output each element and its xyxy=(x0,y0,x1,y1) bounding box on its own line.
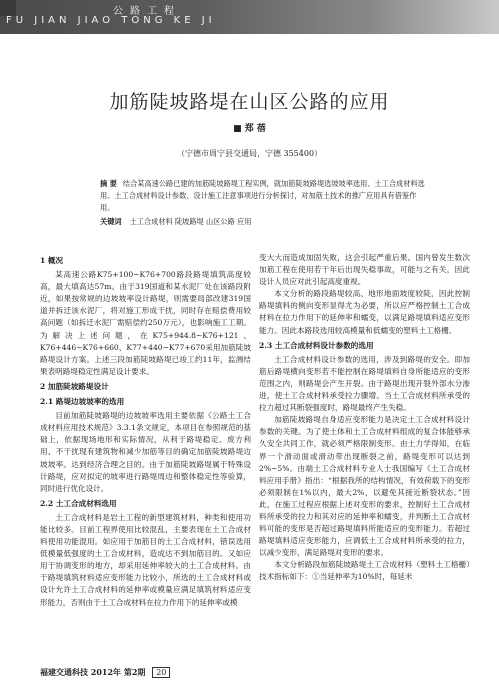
journal-name-en: FU JIAN JIAO TONG KE JI xyxy=(6,15,216,26)
page-number: 20 xyxy=(152,667,170,678)
section-heading-2: 2 加筋陡坡路堤设计 xyxy=(40,381,109,391)
abstract-text: 结合某高速公路已建的加筋陡坡路堤工程实例，就加筋陡坡路堤选坡坡率选用、土工合成材料选用、土工合成材料设计参数、设计施工注意事项进行分析探讨，对加筋土技术的推广应用具有借鉴作用。 xyxy=(100,179,425,212)
paragraph: 本文分析的路段路堤较高、地形地面坡度较陡，因此控制路堤填料的侧向变形显得尤为必要，所以应严格控制土工合成材料在拉力作用下的延伸率和蠕变，以满足路堤填料适应变形能力。因此本路段选用较高模量和低蠕变的塑料土工格栅。 xyxy=(259,289,470,335)
abstract-label: 摘 要 xyxy=(100,179,117,188)
subsection-heading-2-2: 2.2 土工合成材料选用 xyxy=(40,498,117,508)
paragraph: 某高速公路K75+100~K76+700路段路堤填筑高度较高，最大填高达57m。由于319国道和某水泥厂处在该路段附近，如果按常规的边坡坡率设计路堤，则需要局部改建319国道并拆迁该水泥厂，将对施工形成干扰，同时存在赔偿费用较高问题（如拆迁水泥厂需赔偿约250万元），也影响施工工期。为解决上述问题，在K75+944.8~K76+121、K76+446~K76+660、K77+440~K77+670采用加筋陡坡路堤设计方案。上述三段加筋陡坡路堤已竣工约11年，监测结果表明路堤稳定性满足设计要求。 xyxy=(40,270,251,376)
paragraph: 目前加筋陡坡路堤的边坡坡率选用主要依据《公路土工合成材料应用技术规范》3.3.1条文规定，本项目在参照规范的基础上，依据现场地形和实际情况，从利于路堤稳定、废方利用、不干扰现有建筑物和减少加筋等目的确定加筋陡坡路堤边坡坡率。达到经济合理之目的。由于加筋陡坡路堤属于特殊设计路堤，应对拟定的坡率进行路堤周边和整体稳定性等验算，同时进行优化设计。 xyxy=(40,411,251,493)
journal-header-banner xyxy=(0,0,499,34)
right-column xyxy=(259,252,470,584)
article-author: ■ 郑 蓓 xyxy=(233,124,266,134)
subsection-heading-2-3: 2.3 土工合成材料设计参数的选用 xyxy=(259,340,374,350)
article-affiliation: （宁德市周宁县交通局，宁德 355400） xyxy=(176,149,323,158)
left-column xyxy=(40,252,251,609)
section-heading-1: 1 概况 xyxy=(40,256,64,265)
footer-journal: 福建交通科技 2012年 第2期 xyxy=(40,667,146,677)
page-footer xyxy=(40,667,170,678)
header-decoration xyxy=(0,0,16,16)
article-title: 加筋陡坡路堤在山区公路的应用 xyxy=(109,91,390,113)
abstract-block xyxy=(100,178,428,214)
keywords-text: 土工合成材料 陡坡路堤 山区公路 应用 xyxy=(129,217,252,226)
paragraph: 土工合成材料设计参数的选用，涉及到路堤的安全。即加筋后路堤横向变形若不能控制在路堤填料自身所能适应的变形范围之内，则路堤会产生开裂。由于路堤出现开裂外部水分渗进，使土工合成材料承受拉力骤增。当土工合成材料所承受的拉力超过其断裂强度时，路堤最终产生失稳。 xyxy=(259,354,470,413)
paragraph: 本文分析路段加筋陡坡路堤土工合成材料（塑料土工格栅）技术指标如下：①当延伸率为10%时，每延米 xyxy=(259,560,470,582)
paragraph: 土工合成材料是岩土工程的新型建筑材料，种类和使用功能比较多。目前工程界使用比较混乱，主要表现在土工合成材料使用功能混用。如应用于加筋目的土工合成材料，错误选用低模量低强度的土工合成材料，造成达不到加筋目的。又如应用于协调变形的地方，却采用延伸率较大的土工合成材料。由于路堤填筑材料适应变形能力比较小，所选的土工合成材料或设计允许土工合成材料的延伸率或模量应满足填筑材料适应变形能力，否则由于土工合成材料在拉力作用下的延伸率或模 xyxy=(40,512,251,607)
paragraph: 加筋陡坡路堤自身适应变形能力是决定土工合成材料设计参数的关键。为了使土体和土工合成材料组成的复合体能够承久安全共同工作，就必须严格限制变形。由土力学得知，在临界一个滑动面或滑动带出现断裂之前，路堤变形可以达到2%~5%。由端土工合成材料专业人士我国编写《土工合成材料应用手册》指出：“根据我所的结构情况，有效荷载下的变形必须限制在1%以内，最大2%，以避免其接近断裂状态。”因此，在施工过程应根据上述对变形的要求，控制好土工合成材料所承受的拉力和其对应的延伸率和蠕变，并判断土工合成材料可能的变形是否超过路堤填料所能适应的变形能力。若超过路堤填料适应变形能力，应调低土工合成材料所承受的拉力，以减少变形，满足路堤对变形的要求。 xyxy=(259,415,470,558)
keywords-label: 关键词 xyxy=(100,217,122,226)
subsection-heading-2-1: 2.1 路堤边坡坡率的选用 xyxy=(40,397,125,407)
journal-name-cn: 公路工程 xyxy=(113,6,181,17)
keywords-block xyxy=(100,217,430,227)
paragraph: 变大大而造成加固失败，这会引起严重后果。国内曾发生数次加筋工程在使用若干年后出现失稳事故，可能与之有关，因此设计人员应对此引起高度重视。 xyxy=(259,253,470,287)
